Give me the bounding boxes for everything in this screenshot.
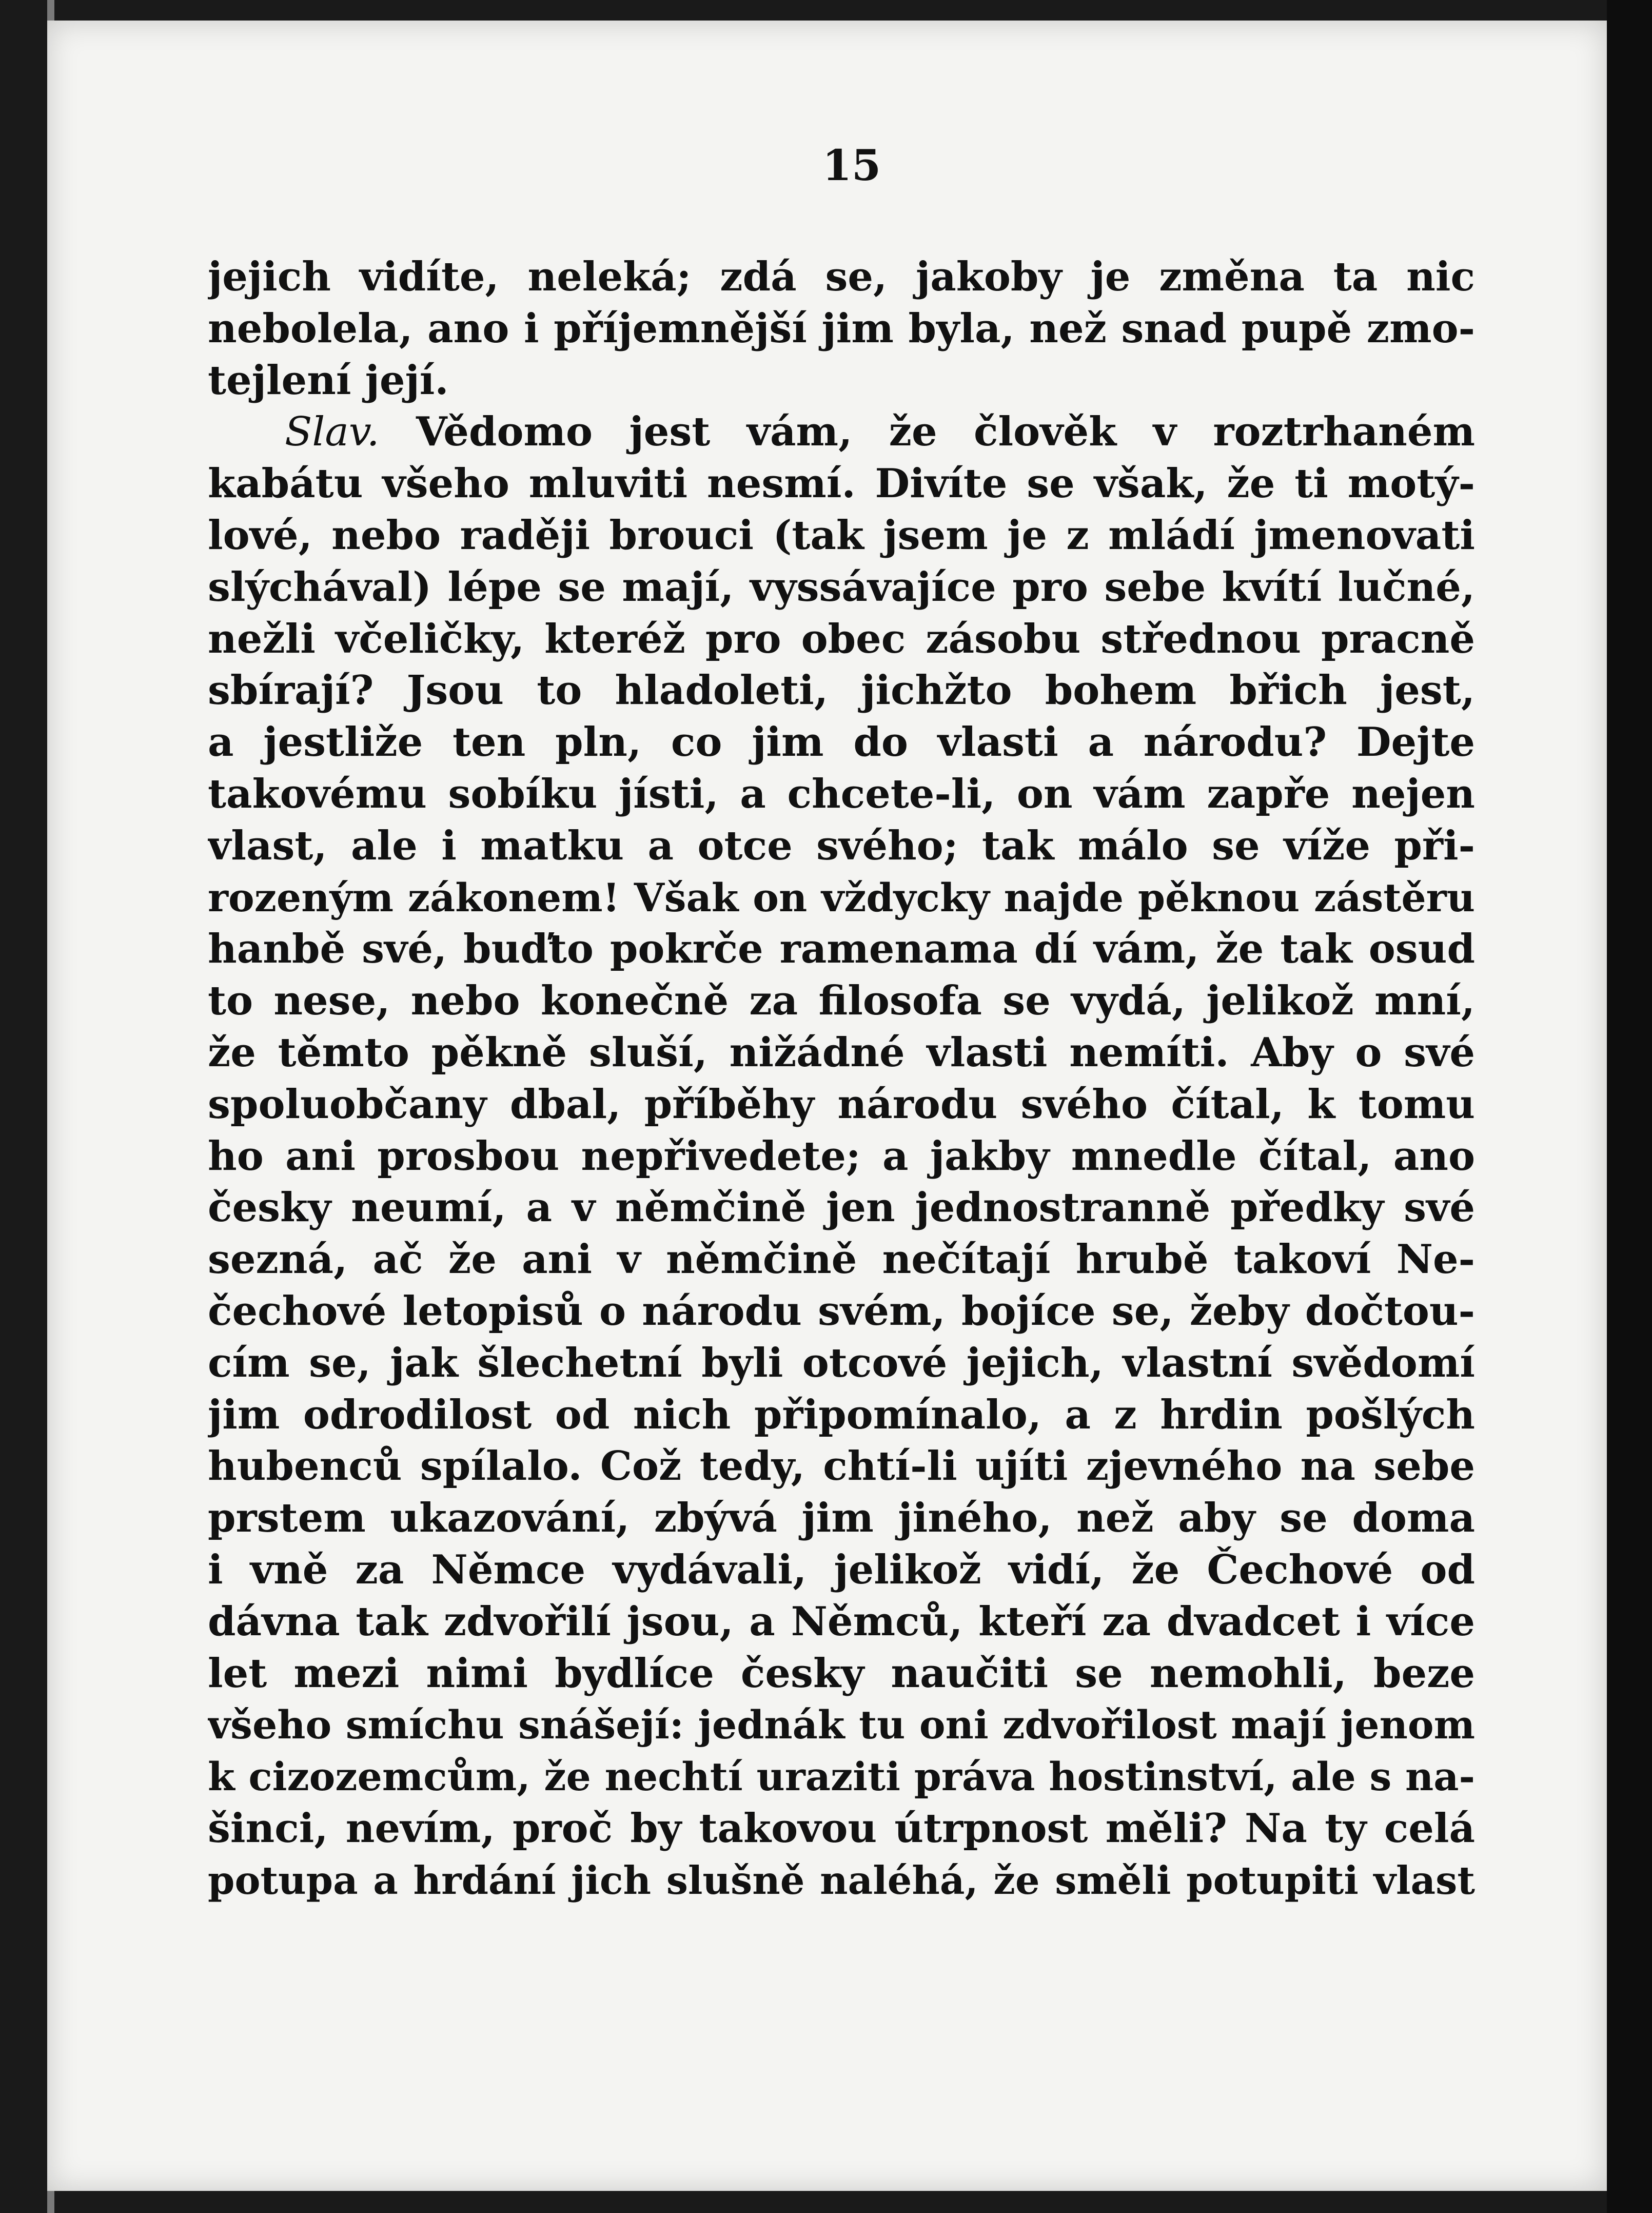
text-line: hanbě své, buďto pokrče ramenama dí vám, že tak osud <box>208 926 1475 973</box>
text-line: spoluobčany dbal, příběhy národu svého čítal, k tomu <box>208 1081 1475 1128</box>
body-text <box>208 251 1475 1907</box>
text-line: i vně za Němce vydávali, jelikož vidí, že Čechové od <box>208 1546 1475 1593</box>
text-line: let mezi nimi bydlíce česky naučiti se nemohli, beze <box>208 1650 1475 1697</box>
text-line: k cizozemcům, že nechtí uraziti práva hostinství, ale s na- <box>208 1754 1475 1800</box>
paragraph-opening-line <box>208 406 1475 458</box>
text-line: vlast, ale i matku a otce svého; tak málo se víže při- <box>208 822 1475 869</box>
text-line: jim odrodilost od nich připomínalo, a z hrdin pošlých <box>208 1391 1475 1438</box>
text-line: rozeným zákonem! Však on vždycky najde pěknou zástěru <box>208 874 1475 921</box>
text-line: prstem ukazování, zbývá jim jiného, než aby se doma <box>208 1495 1475 1542</box>
text-line: lové, nebo raději brouci (tak jsem je z mládí jmenovati <box>208 512 1475 559</box>
text-line: slýchával) lépe se mají, vyssávajíce pro sebe kvítí lučné, <box>208 563 1475 611</box>
text-line: tejlení její. <box>208 357 449 404</box>
text-line-rest: Vědomo jest vám, že člověk v roztrhaném <box>416 408 1475 456</box>
text-line: že těmto pěkně sluší, nižádné vlasti nemíti. Aby o své <box>208 1029 1475 1076</box>
text-line: všeho smíchu snášejí: jednák tu oni zdvořilost mají jenom <box>208 1702 1475 1748</box>
text-line: nebolela, ano i příjemnější jim byla, než snad pupě zmo- <box>208 305 1475 352</box>
page-number: 15 <box>822 141 881 190</box>
text-line: cím se, jak šlechetní byli otcové jejich, vlastní svědomí <box>208 1339 1475 1386</box>
text-line: hubenců spílalo. Což tedy, chtí-li ujíti zjevného na sebe <box>208 1443 1475 1490</box>
text-line: ho ani prosbou nepřivedete; a jakby mnedle čítal, ano <box>208 1132 1475 1180</box>
text-line: takovému sobíku jísti, a chcete-li, on vám zapře nejen <box>208 770 1475 817</box>
page-right-edge <box>1607 0 1652 2213</box>
speaker-label: Slav. <box>285 409 380 456</box>
text-line: jejich vidíte, neleká; zdá se, jakoby je změna ta nic <box>208 253 1475 300</box>
text-line: česky neumí, a v němčině jen jednostranně předky své <box>208 1184 1475 1231</box>
text-line: sezná, ač že ani v němčině nečítají hrubě takoví Ne- <box>208 1236 1475 1283</box>
text-line: čechové letopisů o národu svém, bojíce se, žeby dočtou- <box>208 1287 1475 1335</box>
text-line: potupa a hrdání jich slušně naléhá, že směli potupiti vlast <box>208 1857 1475 1903</box>
text-line: kabátu všeho mluviti nesmí. Divíte se však, že ti motý- <box>208 460 1475 507</box>
text-line: sbírají? Jsou to hladoleti, jichžto bohem břich jest, <box>208 667 1475 714</box>
text-line: dávna tak zdvořilí jsou, a Němců, kteří za dvadcet i více <box>208 1598 1475 1645</box>
text-line: a jestliže ten pln, co jim do vlasti a národu? Dejte <box>208 719 1475 766</box>
text-line: šinci, nevím, proč by takovou útrpnost měli? Na ty celá <box>208 1805 1475 1852</box>
text-line: nežli včeličky, kteréž pro obec zásobu střednou pracně <box>208 615 1475 662</box>
text-line: to nese, nebo konečně za filosofa se vydá, jelikož mní, <box>208 977 1475 1025</box>
